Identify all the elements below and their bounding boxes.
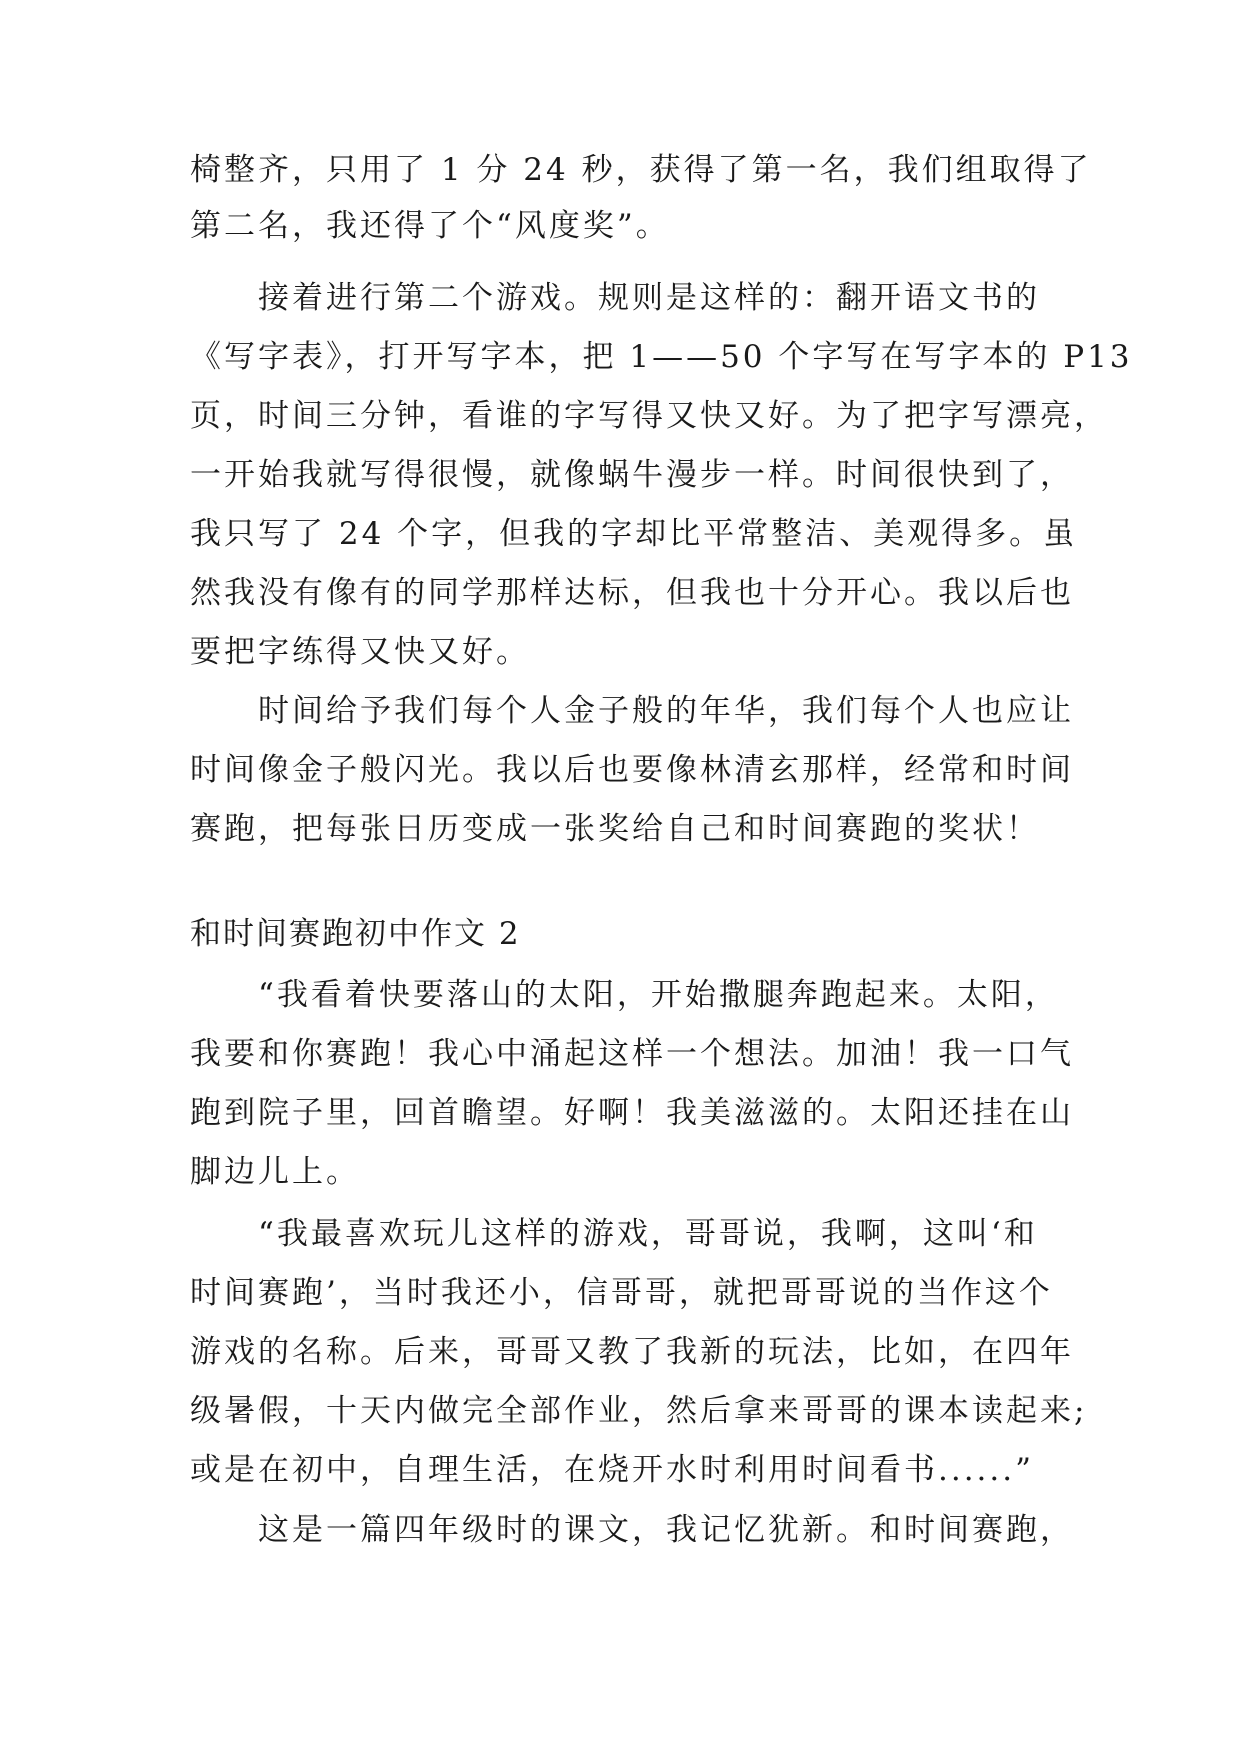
text-line: 然我没有像有的同学那样达标，但我也十分开心。我以后也 [190, 575, 1074, 611]
text-line: 时间像金子般闪光。我以后也要像林清玄那样，经常和时间 [190, 752, 1074, 788]
paragraph-start-line: “我看着快要落山的太阳，开始撒腿奔跑起来。太阳， [258, 977, 1059, 1013]
text-line: 要把字练得又快又好。 [190, 634, 530, 670]
section-heading: 和时间赛跑初中作文 2 [190, 916, 521, 952]
text-line: 脚边儿上。 [190, 1154, 360, 1190]
text-line: 或是在初中，自理生活，在烧开水时利用时间看书......” [190, 1452, 1034, 1488]
text-line: 椅整齐，只用了 1 分 24 秒，获得了第一名，我们组取得了 [190, 152, 1092, 188]
text-line: 我只写了 24 个字，但我的字却比平常整洁、美观得多。虽 [190, 516, 1078, 552]
paragraph-start-line: 时间给予我们每个人金子般的年华，我们每个人也应让 [258, 693, 1074, 729]
text-line: 级暑假，十天内做完全部作业，然后拿来哥哥的课本读起来; [190, 1393, 1088, 1429]
paragraph-start-line: 接着进行第二个游戏。规则是这样的：翻开语文书的 [258, 280, 1040, 316]
text-line: 我要和你赛跑！我心中涌起这样一个想法。加油！我一口气 [190, 1036, 1074, 1072]
text-line: 页，时间三分钟，看谁的字写得又快又好。为了把字写漂亮， [190, 398, 1108, 434]
text-line: 游戏的名称。后来，哥哥又教了我新的玩法，比如，在四年 [190, 1334, 1074, 1370]
text-line: 时间赛跑’，当时我还小，信哥哥，就把哥哥说的当作这个 [190, 1275, 1053, 1311]
text-line: 赛跑，把每张日历变成一张奖给自己和时间赛跑的奖状！ [190, 811, 1040, 847]
paragraph-start-line: “我最喜欢玩儿这样的游戏，哥哥说，我啊，这叫‘和 [258, 1216, 1038, 1252]
text-line: 第二名，我还得了个“风度奖”。 [190, 208, 670, 244]
text-line: 《写字表》，打开写字本，把 1——50 个字写在写字本的 P13 [190, 339, 1133, 375]
paragraph-start-line: 这是一篇四年级时的课文，我记忆犹新。和时间赛跑， [258, 1512, 1074, 1548]
text-line: 一开始我就写得很慢，就像蜗牛漫步一样。时间很快到了， [190, 457, 1074, 493]
text-line: 跑到院子里，回首瞻望。好啊！我美滋滋的。太阳还挂在山 [190, 1095, 1074, 1131]
